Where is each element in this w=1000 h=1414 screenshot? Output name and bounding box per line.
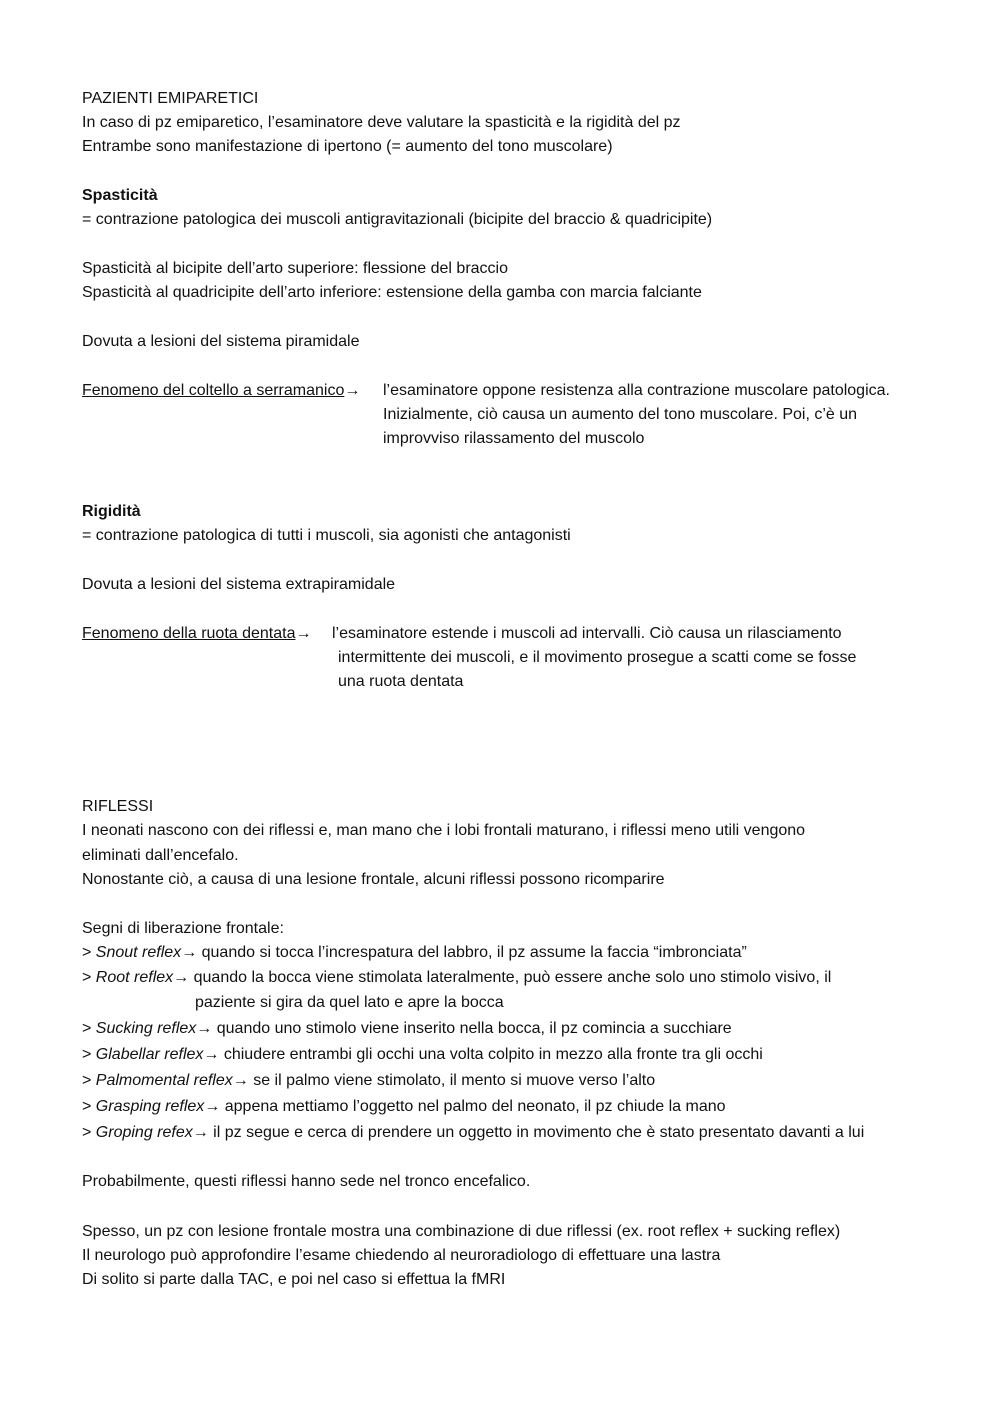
reflex-item-sucking — [82, 1019, 732, 1039]
reflex-item-grasping — [82, 1097, 726, 1117]
reflex-name: Palmomental reflex — [95, 1072, 233, 1089]
bullet-marker: > — [82, 1124, 96, 1141]
paragraph-line: Entrambe sono manifestazione di ipertono (= aumento del tono muscolare) — [82, 138, 613, 155]
reflex-item-palmomental — [82, 1071, 655, 1091]
reflex-name: Root reflex — [95, 969, 174, 986]
reflex-description: quando si tocca l’increspatura del labbro, il pz assume la faccia “imbronciata” — [197, 944, 747, 961]
reflex-item-groping — [82, 1123, 864, 1143]
phenomenon-label: Fenomeno del coltello a serramanico — [82, 382, 345, 399]
reflex-description-continued: paziente si gira da quel lato e apre la bocca — [195, 994, 504, 1011]
definition-rigidita: = contrazione patologica di tutti i muscoli, sia agonisti che antagonisti — [82, 527, 571, 544]
reflex-description: appena mettiamo l’oggetto nel palmo del neonato, il pz chiude la mano — [220, 1098, 726, 1115]
phenomenon-text-line: Inizialmente, ciò causa un aumento del tono muscolare. Poi, c’è un — [383, 406, 858, 423]
phenomenon-text-line: l’esaminatore estende i muscoli ad intervalli. Ciò causa un rilasciamento — [332, 625, 842, 642]
bullet-marker: > — [82, 944, 96, 961]
reflex-description: il pz segue e cerca di prendere un oggetto in movimento che è stato presentato davanti a lui — [208, 1124, 865, 1141]
cause-spasticita: Dovuta a lesioni del sistema piramidale — [82, 333, 360, 350]
bullet-marker: > — [82, 1020, 96, 1037]
phenomenon-text-line: l’esaminatore oppone resistenza alla contrazione muscolare patologica. — [383, 382, 890, 399]
arrow-icon: → — [173, 969, 190, 986]
paragraph-line: I neonati nascono con dei riflessi e, man mano che i lobi frontali maturano, i riflessi meno utili vengono — [82, 822, 806, 839]
phenomenon-text-line: una ruota dentata — [338, 673, 464, 690]
arrow-icon: → — [192, 1124, 209, 1141]
reflex-description: se il palmo viene stimolato, il mento si muove verso l’alto — [248, 1072, 656, 1089]
heading-text: Spasticità — [82, 187, 158, 204]
cause-rigidita: Dovuta a lesioni del sistema extrapiramidale — [82, 576, 396, 593]
paragraph-line: Di solito si parte dalla TAC, e poi nel caso si effettua la fMRI — [82, 1271, 506, 1288]
section-title-riflessi: RIFLESSI — [82, 798, 154, 815]
reflex-description: chiudere entrambi gli occhi una volta colpito in mezzo alla fronte tra gli occhi — [219, 1046, 763, 1063]
paragraph-line: Il neurologo può approfondire l’esame chiedendo al neuroradiologo di effettuare una lastra — [82, 1247, 721, 1264]
reflex-name: Groping refex — [95, 1124, 193, 1141]
arrow-icon: → — [295, 625, 312, 642]
paragraph-line: Spasticità al quadricipite dell’arto inferiore: estensione della gamba con marcia falciante — [82, 284, 702, 301]
phenomenon-coltello — [82, 381, 360, 401]
paragraph-line: eliminati dall’encefalo. — [82, 847, 239, 864]
arrow-icon: → — [181, 944, 198, 961]
reflex-name: Grasping reflex — [95, 1098, 205, 1115]
phenomenon-text-line: intermittente dei muscoli, e il movimento prosegue a scatti come se fosse — [338, 649, 857, 666]
paragraph-line: Spasticità al bicipite dell’arto superiore: flessione del braccio — [82, 260, 508, 277]
arrow-icon: → — [203, 1046, 220, 1063]
bullet-marker: > — [82, 1046, 96, 1063]
reflex-item-root — [82, 968, 831, 988]
definition-spasticita: = contrazione patologica dei muscoli antigravitazionali (bicipite del braccio & quadricipite) — [82, 211, 713, 228]
arrow-icon: → — [196, 1020, 213, 1037]
phenomenon-label: Fenomeno della ruota dentata — [82, 625, 296, 642]
bullet-marker: > — [82, 1098, 96, 1115]
reflex-name: Snout reflex — [95, 944, 182, 961]
reflex-name: Sucking reflex — [95, 1020, 197, 1037]
arrow-icon: → — [204, 1098, 221, 1115]
arrow-icon: → — [232, 1072, 249, 1089]
heading-spasticita — [82, 186, 158, 206]
reflex-description: quando uno stimolo viene inserito nella bocca, il pz comincia a succhiare — [212, 1020, 732, 1037]
signs-title: Segni di liberazione frontale: — [82, 920, 284, 937]
bullet-marker: > — [82, 1072, 96, 1089]
heading-rigidita — [82, 502, 141, 522]
reflex-name: Glabellar reflex — [95, 1046, 204, 1063]
reflex-item-snout — [82, 943, 747, 963]
reflex-item-glabellar — [82, 1045, 763, 1065]
paragraph-line: Nonostante ciò, a causa di una lesione frontale, alcuni riflessi possono ricomparire — [82, 871, 665, 888]
phenomenon-ruota — [82, 624, 311, 644]
phenomenon-text-line: improvviso rilassamento del muscolo — [383, 430, 645, 447]
heading-text: Rigidità — [82, 503, 141, 520]
paragraph-line: Probabilmente, questi riflessi hanno sede nel tronco encefalico. — [82, 1173, 531, 1190]
paragraph-line: In caso di pz emiparetico, l’esaminatore deve valutare la spasticità e la rigidità del pz — [82, 114, 681, 131]
arrow-icon: → — [344, 382, 361, 399]
bullet-marker: > — [82, 969, 96, 986]
paragraph-line: Spesso, un pz con lesione frontale mostra una combinazione di due riflessi (ex. root reflex + sucking reflex) — [82, 1223, 841, 1240]
reflex-description: quando la bocca viene stimolata lateralmente, può essere anche solo uno stimolo visivo, il — [189, 969, 832, 986]
section-title-pazienti: PAZIENTI EMIPARETICI — [82, 90, 259, 107]
